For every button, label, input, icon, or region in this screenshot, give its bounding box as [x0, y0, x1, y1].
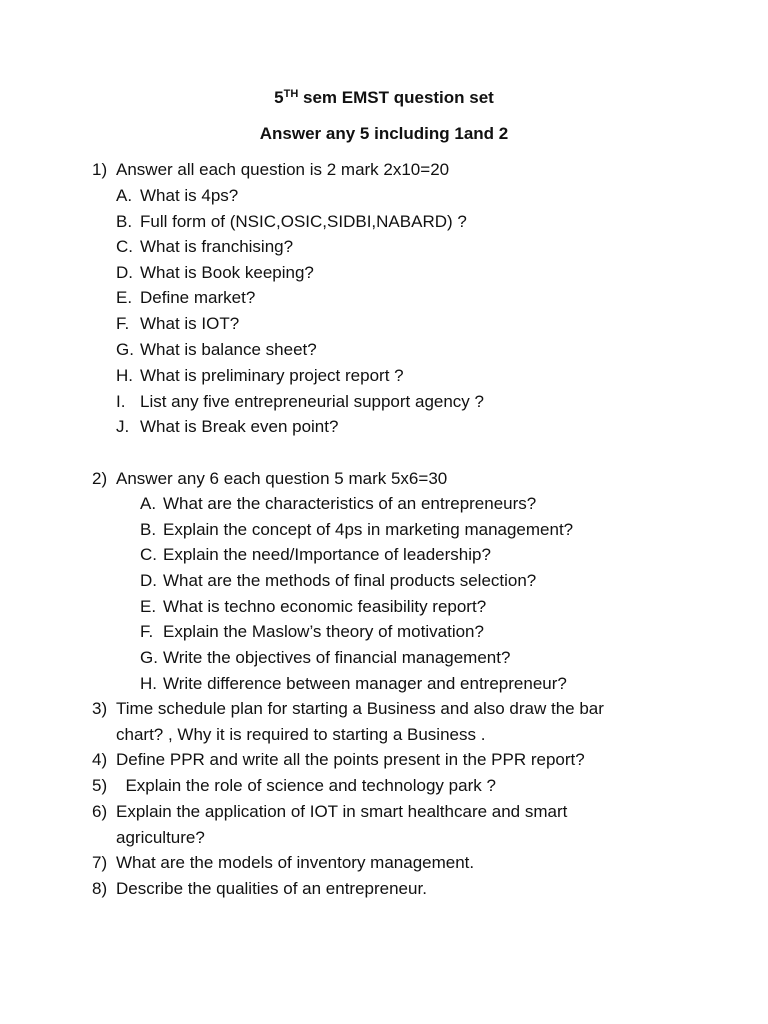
item-letter: B.: [116, 212, 133, 231]
question-number: 4): [92, 750, 108, 769]
item-letter: E.: [116, 288, 133, 307]
item-text: Explain the concept of 4ps in marketing management?: [163, 520, 574, 539]
item-text: What are the characteristics of an entrepreneurs?: [163, 494, 537, 513]
item-text: What is balance sheet?: [140, 340, 317, 359]
question-number: 5): [92, 776, 108, 795]
title-number: 5: [274, 88, 284, 107]
question-number: 3): [92, 699, 108, 718]
item-text: List any five entrepreneurial support agency ?: [140, 392, 484, 411]
item-text: Write the objectives of financial management?: [163, 648, 511, 667]
item-letter: E.: [140, 597, 157, 616]
item-text: What are the methods of final products selection?: [163, 571, 537, 590]
item-text: Full form of (NSIC,OSIC,SIDBI,NABARD) ?: [140, 212, 467, 231]
item-letter: A.: [116, 186, 133, 205]
question-text: Describe the qualities of an entrepreneur.: [116, 879, 427, 898]
item-letter: G.: [116, 340, 134, 359]
item-text: What is Break even point?: [140, 417, 339, 436]
item-letter: D.: [116, 263, 133, 282]
item-text: Write difference between manager and entrepreneur?: [163, 674, 567, 693]
question-text: agriculture?: [116, 828, 205, 847]
title-superscript: TH: [283, 88, 299, 100]
item-letter: C.: [140, 545, 157, 564]
question-number: 1): [92, 160, 108, 179]
item-letter: D.: [140, 571, 157, 590]
instruction-line: Answer any 5 including 1and 2: [259, 124, 509, 143]
item-letter: C.: [116, 237, 133, 256]
item-text: What is preliminary project report ?: [140, 366, 404, 385]
item-text: What is franchising?: [140, 237, 294, 256]
question-text: Answer all each question is 2 mark 2x10=20: [116, 160, 450, 179]
question-text: chart? , Why it is required to starting a Business .: [116, 725, 486, 744]
item-letter: B.: [140, 520, 157, 539]
question-text: Answer any 6 each question 5 mark 5x6=30: [116, 469, 448, 488]
question-text: Time schedule plan for starting a Business and also draw the bar: [116, 699, 604, 718]
item-text: What is IOT?: [140, 314, 240, 333]
title-text: sem EMST question set: [298, 88, 494, 107]
item-text: What is techno economic feasibility report?: [163, 597, 487, 616]
item-letter: A.: [140, 494, 157, 513]
question-text: Define PPR and write all the points present in the PPR report?: [116, 750, 585, 769]
item-letter: G.: [140, 648, 158, 667]
question-text: What are the models of inventory management.: [116, 853, 475, 872]
item-letter: F.: [140, 622, 154, 641]
item-text: What is 4ps?: [140, 186, 239, 205]
item-letter: F.: [116, 314, 130, 333]
item-text: Explain the need/Importance of leadership?: [163, 545, 491, 564]
question-text: Explain the application of IOT in smart healthcare and smart: [116, 802, 568, 821]
question-number: 6): [92, 802, 108, 821]
question-number: 8): [92, 879, 108, 898]
question-text: Explain the role of science and technology park ?: [116, 776, 496, 795]
question-number: 7): [92, 853, 108, 872]
item-letter: H.: [116, 366, 133, 385]
item-letter: H.: [140, 674, 157, 693]
question-number: 2): [92, 469, 108, 488]
item-text: Explain the Maslow’s theory of motivation?: [163, 622, 484, 641]
item-letter: I.: [116, 392, 126, 411]
item-text: Define market?: [140, 288, 256, 307]
item-letter: J.: [116, 417, 130, 436]
item-text: What is Book keeping?: [140, 263, 314, 282]
page-title: [0, 88, 768, 108]
